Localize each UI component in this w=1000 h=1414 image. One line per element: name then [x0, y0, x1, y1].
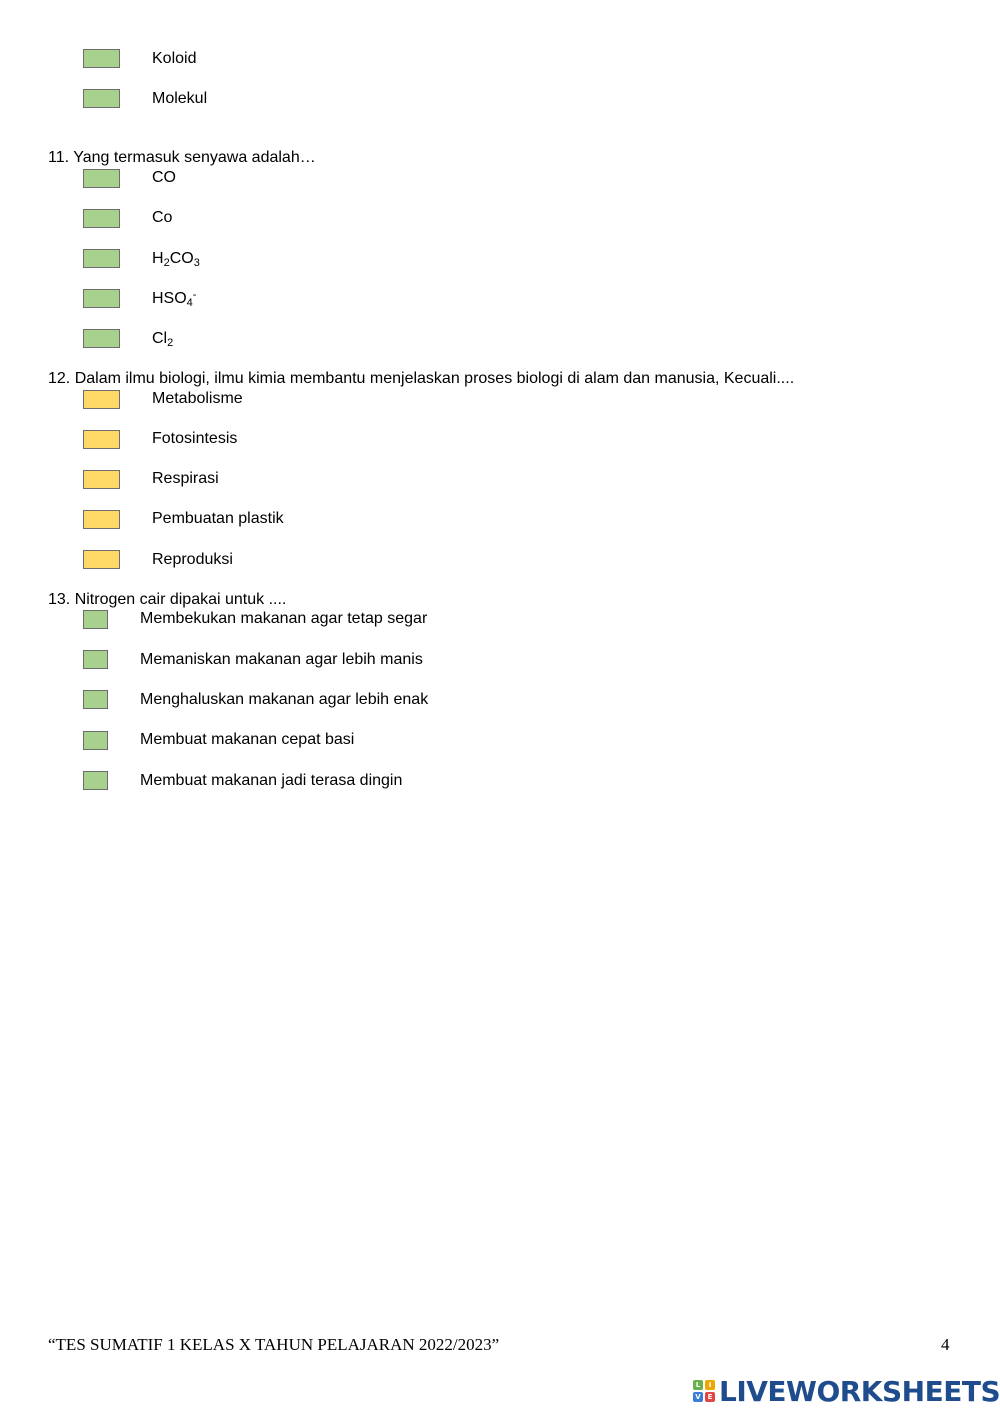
logo-cell: L	[693, 1380, 703, 1390]
option-label-12c: Respirasi	[152, 470, 219, 487]
answer-box-13b[interactable]	[83, 650, 108, 669]
option-label-13d: Membuat makanan cepat basi	[140, 731, 355, 748]
option-label-11c	[152, 249, 200, 269]
answer-box-13c[interactable]	[83, 690, 108, 709]
page-number: 4	[941, 1335, 950, 1354]
logo-cell: E	[705, 1392, 715, 1402]
option-label-11e	[152, 329, 173, 349]
logo-grid-icon	[693, 1380, 715, 1402]
formula-part: HSO	[152, 290, 187, 307]
option-label-12e: Reproduksi	[152, 551, 233, 568]
answer-box-13e[interactable]	[83, 771, 108, 790]
liveworksheets-logo	[693, 1376, 1000, 1406]
formula-subscript: 4	[186, 297, 193, 309]
footer-title: “TES SUMATIF 1 KELAS X TAHUN PELAJARAN 2022/2023”	[48, 1335, 500, 1354]
option-label-11b: Co	[152, 209, 173, 226]
option-label-koloid: Koloid	[152, 50, 197, 67]
formula-part: H	[152, 250, 164, 267]
answer-box-molekul[interactable]	[83, 89, 120, 108]
option-label-11d	[152, 289, 196, 309]
option-label-13b: Memaniskan makanan agar lebih manis	[140, 651, 423, 668]
answer-box-12e[interactable]	[83, 550, 120, 569]
option-label-11a: CO	[152, 169, 176, 186]
answer-box-12d[interactable]	[83, 510, 120, 529]
answer-box-13a[interactable]	[83, 610, 108, 629]
formula-subscript: 3	[193, 257, 200, 269]
option-label-13a: Membekukan makanan agar tetap segar	[140, 610, 428, 627]
option-label-12a: Metabolisme	[152, 390, 243, 407]
formula-subscript: 2	[167, 337, 174, 349]
answer-box-13d[interactable]	[83, 731, 108, 750]
formula-part: CO	[169, 250, 194, 267]
option-label-13c: Menghaluskan makanan agar lebih enak	[140, 691, 429, 708]
answer-box-11c[interactable]	[83, 249, 120, 268]
formula-superscript: -	[192, 289, 197, 301]
question-11-text: 11. Yang termasuk senyawa adalah…	[48, 149, 316, 166]
logo-cell: V	[693, 1392, 703, 1402]
logo-text: LIVEWORKSHEETS	[719, 1374, 1000, 1408]
answer-box-12c[interactable]	[83, 470, 120, 489]
answer-box-12b[interactable]	[83, 430, 120, 449]
question-12-text: 12. Dalam ilmu biologi, ilmu kimia membantu menjelaskan proses biologi di alam dan manusia, Kecuali....	[48, 370, 795, 387]
option-label-molekul: Molekul	[152, 90, 208, 107]
answer-box-12a[interactable]	[83, 390, 120, 409]
question-13-text: 13. Nitrogen cair dipakai untuk ....	[48, 591, 287, 608]
answer-box-11b[interactable]	[83, 209, 120, 228]
answer-box-11a[interactable]	[83, 169, 120, 188]
option-label-13e: Membuat makanan jadi terasa dingin	[140, 772, 403, 789]
formula-subscript: 2	[163, 257, 170, 269]
logo-cell: I	[705, 1380, 715, 1390]
formula-part: Cl	[152, 330, 168, 347]
option-label-12d: Pembuatan plastik	[152, 510, 284, 527]
answer-box-koloid[interactable]	[83, 49, 120, 68]
option-label-12b: Fotosintesis	[152, 430, 238, 447]
answer-box-11d[interactable]	[83, 289, 120, 308]
answer-box-11e[interactable]	[83, 329, 120, 348]
